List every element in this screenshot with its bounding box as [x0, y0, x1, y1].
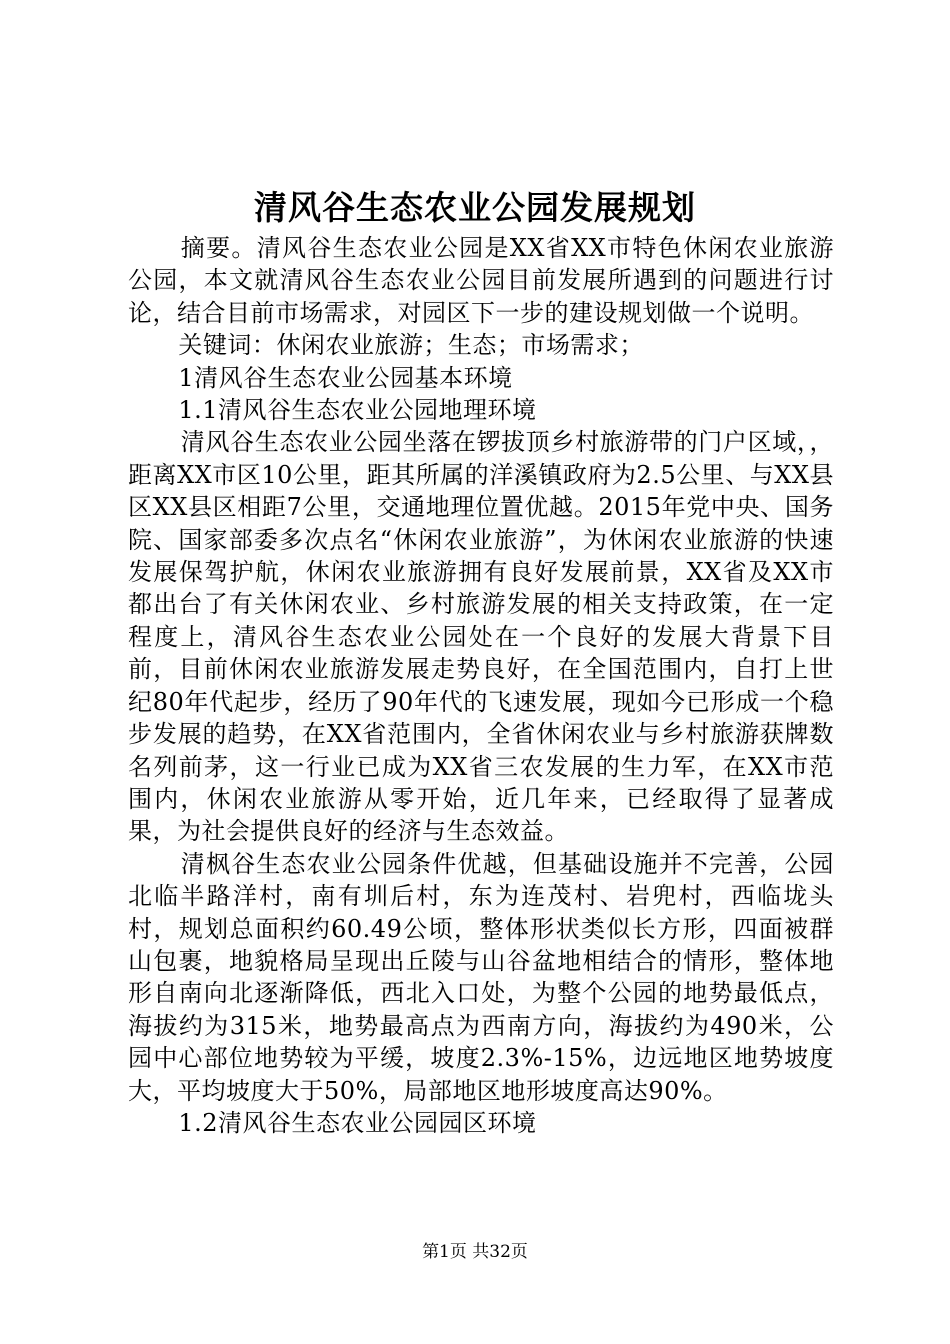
body-paragraph: 清风谷生态农业公园坐落在锣拔顶乡村旅游带的门户区域，，距离XX市区10公里，距其所属的洋溪镇政府为2.5公里、与XX县区XX县区相距7公里，交通地理位置优越。2015年党中央、国务院、国家部委多次点名“休闲农业旅游”，为休闲农业旅游的快速发展保驾护航，休闲农业旅游拥有良好发展前景，XX省及XX市都出台了有关休闲农业、乡村旅游发展的相关支持政策，在一定程度上，清风谷生态农业公园处在一个良好的发展大背景下目前，目前休闲农业旅游发展走势良好，在全国范围内，自打上世纪80年代起步，经历了90年代的飞速发展，现如今已形成一个稳步发展的趋势，在XX省范围内，全省休闲农业与乡村旅游获牌数名列前茅，这一行业已成为XX省三农发展的生力军，在XX市范围内，休闲农业旅游从零开始，近几年来，已经取得了显著成果，为社会提供良好的经济与生态效益。 [128, 428, 834, 846]
document-body [128, 232, 834, 1139]
abstract-paragraph: 摘要。清风谷生态农业公园是XX省XX市特色休闲农业旅游公园，本文就清风谷生态农业公园目前发展所遇到的问题进行讨论，结合目前市场需求，对园区下一步的建设规划做一个说明。 [128, 234, 834, 327]
document-title: 清风谷生态农业公园发展规划 [254, 188, 696, 227]
subsection-heading: 1.1清风谷生态农业公园地理环境 [178, 396, 537, 425]
subsection-heading: 1.2清风谷生态农业公园园区环境 [178, 1108, 537, 1137]
keywords-line: 关键词：休闲农业旅游；生态；市场需求； [178, 331, 644, 360]
page-footer: 第1页 共32页 [422, 1242, 528, 1262]
section-heading: 1清风谷生态农业公园基本环境 [178, 363, 513, 392]
body-paragraph: 清枫谷生态农业公园条件优越，但基础设施并不完善，公园北临半路洋村，南有圳后村，东为连茂村、岩兜村，西临垅头村，规划总面积约60.49公顷，整体形状类似长方形，四面被群山包裹，地貌格局呈现出丘陵与山谷盆地相结合的情形，整体地形自南向北逐渐降低，西北入口处，为整个公园的地势最低点，海拔约为315米，地势最高点为西南方向，海拔约为490米，公园中心部位地势较为平缓，坡度2.3%-15%，边远地区地势坡度大，平均坡度大于50%，局部地区地形坡度高达90%。 [128, 849, 834, 1105]
